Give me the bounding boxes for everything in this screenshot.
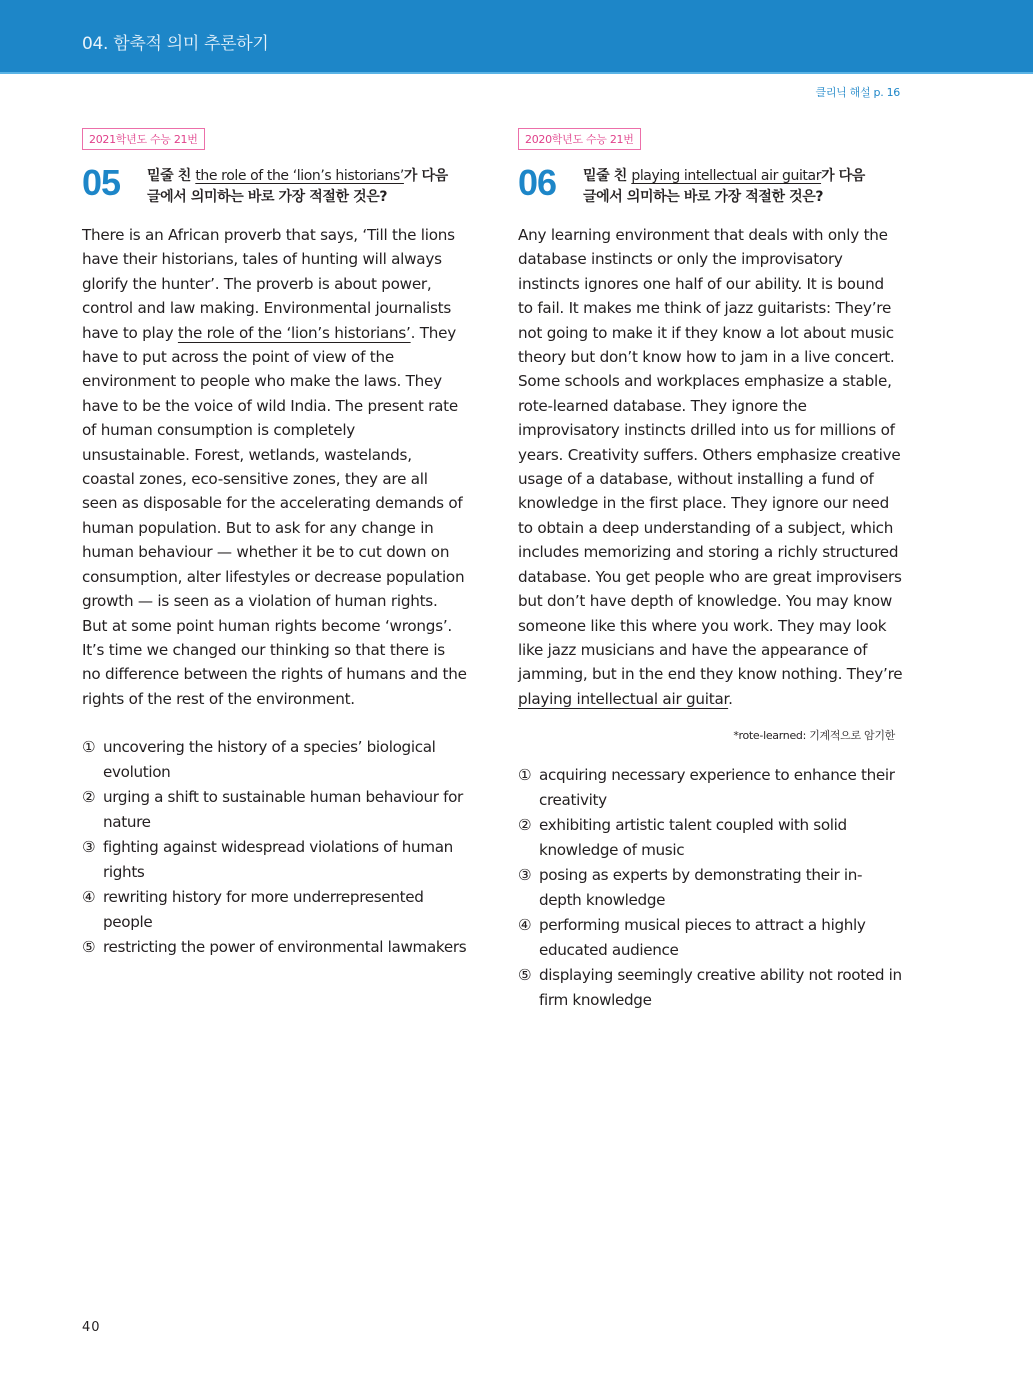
- answer-choice-2[interactable]: [518, 813, 903, 863]
- question-prompt: [147, 166, 448, 208]
- answer-choice-4[interactable]: [518, 913, 903, 963]
- question-06: [518, 128, 903, 1013]
- question-number: 06: [518, 162, 557, 203]
- prompt-line-2: 글에서 의미하는 바로 가장 적절한 것은?: [147, 189, 388, 205]
- answer-choice-1[interactable]: [82, 735, 467, 785]
- prompt-prefix: 밑줄 친: [147, 168, 196, 184]
- footnote: *rote-learned: 기계적으로 암기한: [733, 729, 895, 743]
- answer-choice-2[interactable]: [82, 785, 467, 835]
- passage-text-before: Any learning environment that deals with only the database instincts or only the improvisatory instincts ignores one half of our ability. It is bound to fail. It makes me think of jazz guitarists: They’re not going to make it if they know a lot about music theory but don’t know how to jam in a live concert. Some schools and workplaces emphasize a stable, rote-learned database. They ignore the improvisatory instincts drilled into us for millions of years. Creativity suffers. Others emphasize creative usage of a database, without installing a fund of knowledge in the first place. They ignore our need to obtain a deep understanding of a subject, which includes memorizing and storing a richly structured database. You get people who are great improvisers but don’t have depth of knowledge. You may know someone like this where you work. They may look like jazz musicians and have the appearance of jamming, but in the end they know nothing. They’re: [518, 226, 903, 684]
- answer-choice-3[interactable]: [82, 835, 467, 885]
- question-05: [82, 128, 467, 960]
- answer-reference: 클리닉 해설 p. 16: [815, 86, 900, 99]
- choice-number-icon: ②: [518, 816, 532, 835]
- choice-number-icon: ④: [518, 916, 532, 935]
- question-header: [518, 162, 903, 212]
- answer-choices: [82, 735, 467, 960]
- choice-number-icon: ⑤: [82, 938, 96, 957]
- answer-choice-4[interactable]: [82, 885, 467, 935]
- choice-number-icon: ⑤: [518, 966, 532, 985]
- choice-number-icon: ④: [82, 888, 96, 907]
- passage-text-after: .: [728, 689, 733, 708]
- choice-text: displaying seemingly creative ability not rooted in firm knowledge: [539, 966, 902, 1010]
- choice-number-icon: ③: [518, 866, 532, 885]
- passage-text-after: . They have to put across the point of view of the environment to people who make the laws. They have to be the voice of wild India. The present rate of human consumption is completely unsustainable. Forest, wetlands, wastelands, coastal zones, eco-sensitive zones, they are all seen as disposable for the accelerating demands of human population. But to ask for any change in human behaviour — whether it be to cut down on consumption, alter lifestyles or decrease population growth — is seen as a violation of human rights. But at some point human rights become ‘wrongs’. It’s time we changed our thinking so that there is no difference between the rights of humans and the rights of the rest of the environment.: [82, 323, 467, 708]
- choice-number-icon: ①: [518, 766, 532, 785]
- choice-number-icon: ②: [82, 788, 96, 807]
- answer-choice-5[interactable]: [518, 963, 903, 1013]
- choice-number-icon: ③: [82, 838, 96, 857]
- choice-text: performing musical pieces to attract a highly educated audience: [539, 916, 866, 960]
- prompt-line-2: 글에서 의미하는 바로 가장 적절한 것은?: [583, 189, 824, 205]
- question-header: [82, 162, 467, 212]
- source-tag: 2021학년도 수능 21번: [82, 128, 205, 150]
- choice-text: uncovering the history of a species’ biological evolution: [103, 738, 436, 782]
- answer-choice-5[interactable]: [82, 935, 467, 960]
- choice-text: fighting against widespread violations of human rights: [103, 838, 453, 882]
- passage-text-before: There is an African proverb that says, ‘Till the lions have their historians, tales of hunting will always glorify the hunter’. The proverb is about power, control and law making. Environmental journalists have to play: [82, 226, 455, 342]
- answer-choice-1[interactable]: [518, 763, 903, 813]
- page-number: 40: [82, 1320, 101, 1335]
- source-tag: 2020학년도 수능 21번: [518, 128, 641, 150]
- prompt-underlined-phrase: the role of the ‘lion’s historians’: [195, 168, 404, 184]
- chapter-title: 04. 함축적 의미 추론하기: [82, 34, 269, 54]
- choice-text: acquiring necessary experience to enhance their creativity: [539, 766, 895, 810]
- prompt-prefix: 밑줄 친: [583, 168, 632, 184]
- prompt-underlined-phrase: playing intellectual air guitar: [631, 168, 822, 184]
- choice-text: posing as experts by demonstrating their in-depth knowledge: [539, 866, 863, 910]
- passage-underlined-phrase: the role of the ‘lion’s historians’: [177, 323, 411, 342]
- choice-number-icon: ①: [82, 738, 96, 757]
- choice-text: rewriting history for more underrepresented people: [103, 888, 424, 932]
- question-prompt: [583, 166, 865, 208]
- choice-text: restricting the power of environmental lawmakers: [103, 938, 467, 957]
- passage: [518, 223, 903, 711]
- passage: [82, 223, 467, 711]
- prompt-suffix: 가 다음: [403, 168, 448, 184]
- answer-choices: [518, 763, 903, 1013]
- chapter-header-bar: [0, 0, 1033, 74]
- prompt-suffix: 가 다음: [821, 168, 865, 184]
- choice-text: exhibiting artistic talent coupled with solid knowledge of music: [539, 816, 847, 860]
- choice-text: urging a shift to sustainable human behaviour for nature: [103, 788, 463, 832]
- answer-choice-3[interactable]: [518, 863, 903, 913]
- passage-underlined-phrase: playing intellectual air guitar: [518, 689, 729, 708]
- question-number: 05: [82, 162, 121, 203]
